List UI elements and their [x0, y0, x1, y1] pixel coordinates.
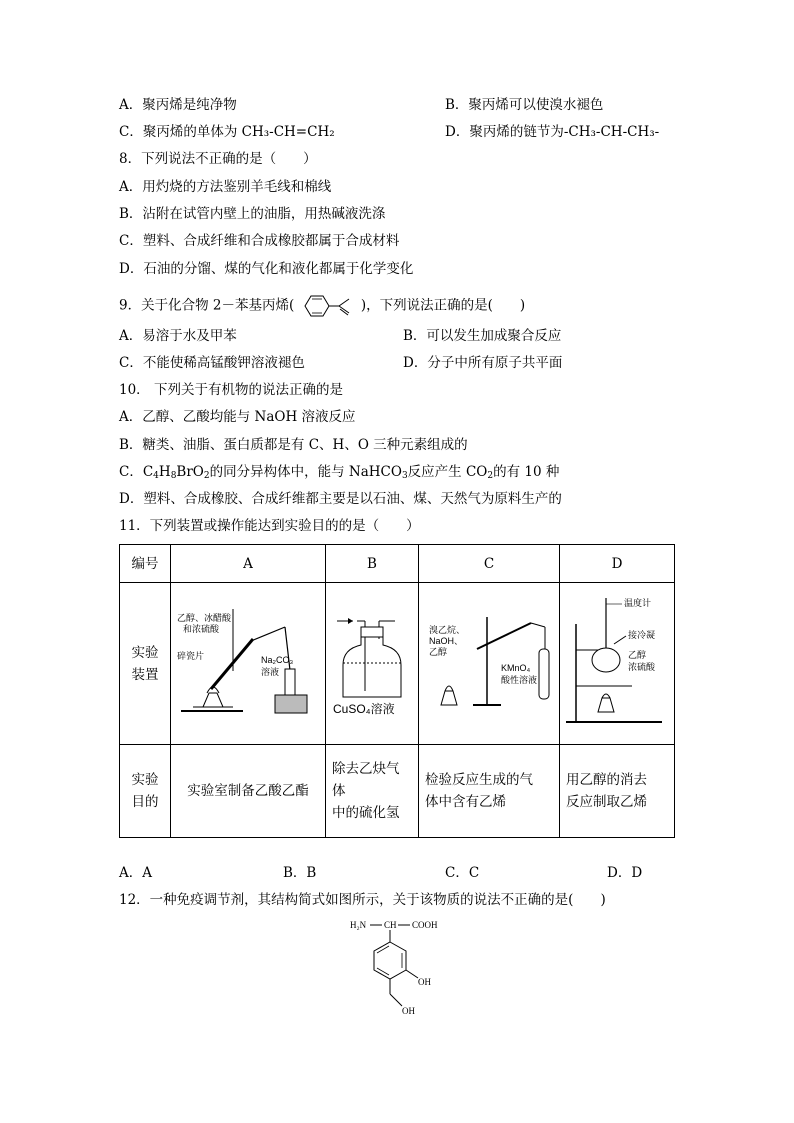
purpose-line: 反应制取乙烯: [566, 794, 647, 810]
q11-stem: 11．下列装置或操作能达到实验目的的是（ ）: [119, 518, 420, 534]
table-header-row: [120, 545, 675, 583]
gas-washing-bottle-figure: [329, 609, 415, 719]
mol-label: OH: [402, 1006, 415, 1016]
q11-option-c: C．C: [445, 865, 480, 881]
q11-option-b: B．B: [283, 865, 317, 881]
purpose-b-cell: [326, 745, 419, 838]
q9-option-d: D．分子中所有原子共平面: [403, 355, 563, 371]
fig-d-label: 浓硫酸: [628, 661, 656, 672]
q10-option-c: [119, 463, 559, 485]
q8-option-b: B．沾附在试管内壁上的油脂，用热碱液洗涤: [119, 206, 386, 222]
row-label-apparatus: [120, 583, 171, 745]
fig-d-label: 接冷凝: [628, 629, 656, 640]
fig-c-label: 酸性溶液: [501, 674, 538, 685]
q8-option-a: A．用灼烧的方法鉴别羊毛线和棉线: [119, 179, 332, 195]
immunomodulator-structure-figure: [346, 918, 456, 1028]
purpose-d-cell: [560, 745, 675, 838]
phenylpropene-structure-icon: [299, 293, 357, 319]
experiment-table: [119, 544, 675, 838]
q10-option-b: B．糖类、油脂、蛋白质都是有 C、H、O 三种元素组成的: [119, 437, 468, 453]
purpose-line: 中的硫化氢: [332, 805, 400, 821]
q7-option-a: A．聚丙烯是纯净物: [119, 97, 237, 113]
purpose-line: 用乙醇的消去: [566, 772, 647, 788]
fig-a-label: 溶液: [261, 666, 280, 677]
q7-option-c: C．聚丙烯的单体为 CH₃-CH=CH₂: [119, 124, 335, 140]
q10-c-text: H: [158, 464, 171, 480]
q9-option-a: A．易溶于水及甲苯: [119, 328, 237, 344]
mol-label: COOH: [412, 920, 438, 930]
q10-option-d: D．塑料、合成橡胶、合成纤维都主要是以石油、煤、天然气为原料生产的: [119, 491, 562, 507]
q11-option-a: A．A: [119, 865, 152, 881]
q12-stem: 12．一种免疫调节剂，其结构简式如图所示，关于该物质的说法不正确的是( ): [119, 892, 606, 908]
mol-label: H₂N: [350, 920, 367, 930]
apparatus-d-cell: [560, 583, 675, 745]
q10-c-sub: 8: [170, 471, 177, 481]
q10-c-sub: 2: [203, 471, 210, 481]
fig-b-label: CuSO₄溶液: [333, 701, 395, 716]
q7-option-d: D．聚丙烯的链节为-CH₃-CH-CH₃-: [445, 124, 660, 140]
q9-stem-post: )，下列说法正确的是( ): [360, 297, 526, 314]
q10-c-sub: 4: [153, 471, 159, 481]
row-label-line: 装置: [131, 666, 159, 683]
fig-c-label: 溴乙烷、: [429, 624, 466, 635]
purpose-line: 体中含有乙烯: [425, 794, 506, 810]
q7-option-b: B．聚丙烯可以使溴水褪色: [445, 97, 604, 113]
row-label-line: 目的: [131, 794, 159, 810]
q10-c-text: C．C: [119, 464, 154, 480]
apparatus-c-cell: [419, 583, 560, 745]
apparatus-a-cell: [171, 583, 326, 745]
q8-option-d: D．石油的分馏、煤的气化和液化都属于化学变化: [119, 261, 414, 277]
purpose-c-cell: [419, 745, 560, 838]
row-label-line: 实验: [131, 644, 159, 661]
q11-option-d: D．D: [607, 865, 643, 881]
q8-stem: 8．下列说法不正确的是（ ）: [119, 151, 317, 167]
q10-c-sub: 3: [401, 471, 408, 481]
q10-c-text: 的同分异构体中，能与 NaHCO: [209, 464, 402, 480]
q9-stem-pre: 9．关于化合物 2－苯基丙烯(: [119, 297, 295, 314]
row-label-purpose: [120, 745, 171, 838]
apparatus-b-cell: [326, 583, 419, 745]
mol-label: OH: [418, 977, 431, 987]
fig-c-label: NaOH、: [429, 635, 464, 646]
q10-c-sub: 2: [487, 471, 494, 481]
table-header-cell: B: [326, 545, 419, 583]
q8-option-c: C．塑料、合成纤维和合成橡胶都属于合成材料: [119, 233, 400, 249]
purpose-line: 体: [332, 783, 346, 799]
table-header-cell: 编号: [120, 545, 171, 583]
q10-c-text: BrO: [176, 464, 204, 480]
purpose-line: 检验反应生成的气: [425, 772, 533, 788]
q10-c-text: 的有 10 种: [493, 464, 560, 480]
fig-d-label: 温度计: [624, 597, 652, 608]
fig-c-label: KMnO₄: [501, 662, 531, 673]
purpose-a-cell: 实验室制备乙酸乙酯: [171, 745, 326, 838]
ethanol-elimination-apparatus-figure: [562, 594, 672, 734]
q9-option-c: C．不能使稀高锰酸钾溶液褪色: [119, 355, 305, 371]
table-row-purpose: [120, 745, 675, 838]
q9-option-b: B．可以发生加成聚合反应: [403, 328, 562, 344]
q10-stem: 10． 下列关于有机物的说法正确的是: [119, 382, 343, 398]
table-header-cell: C: [419, 545, 560, 583]
table-row-apparatus: [120, 583, 675, 745]
fig-a-label: 碎瓷片: [177, 650, 205, 661]
fig-d-label: 乙醇: [628, 649, 647, 660]
purpose-line: 除去乙炔气: [332, 761, 400, 777]
fig-a-label: 乙醇、冰醋酸: [177, 612, 232, 623]
fig-a-label: Na₂CO₃: [261, 654, 294, 665]
row-label-line: 实验: [131, 772, 159, 788]
ethylene-test-apparatus-figure: [421, 609, 557, 719]
mol-label: CH: [384, 920, 397, 930]
q10-option-a: A．乙醇、乙酸均能与 NaOH 溶液反应: [119, 409, 356, 425]
table-header-cell: A: [171, 545, 326, 583]
table-header-cell: D: [560, 545, 675, 583]
ester-apparatus-figure: [173, 609, 323, 719]
q10-c-text: 反应产生 CO: [407, 464, 488, 480]
q9-stem: [119, 293, 525, 319]
fig-c-label: 乙醇: [429, 646, 448, 657]
fig-a-label: 和浓硫酸: [183, 623, 220, 634]
